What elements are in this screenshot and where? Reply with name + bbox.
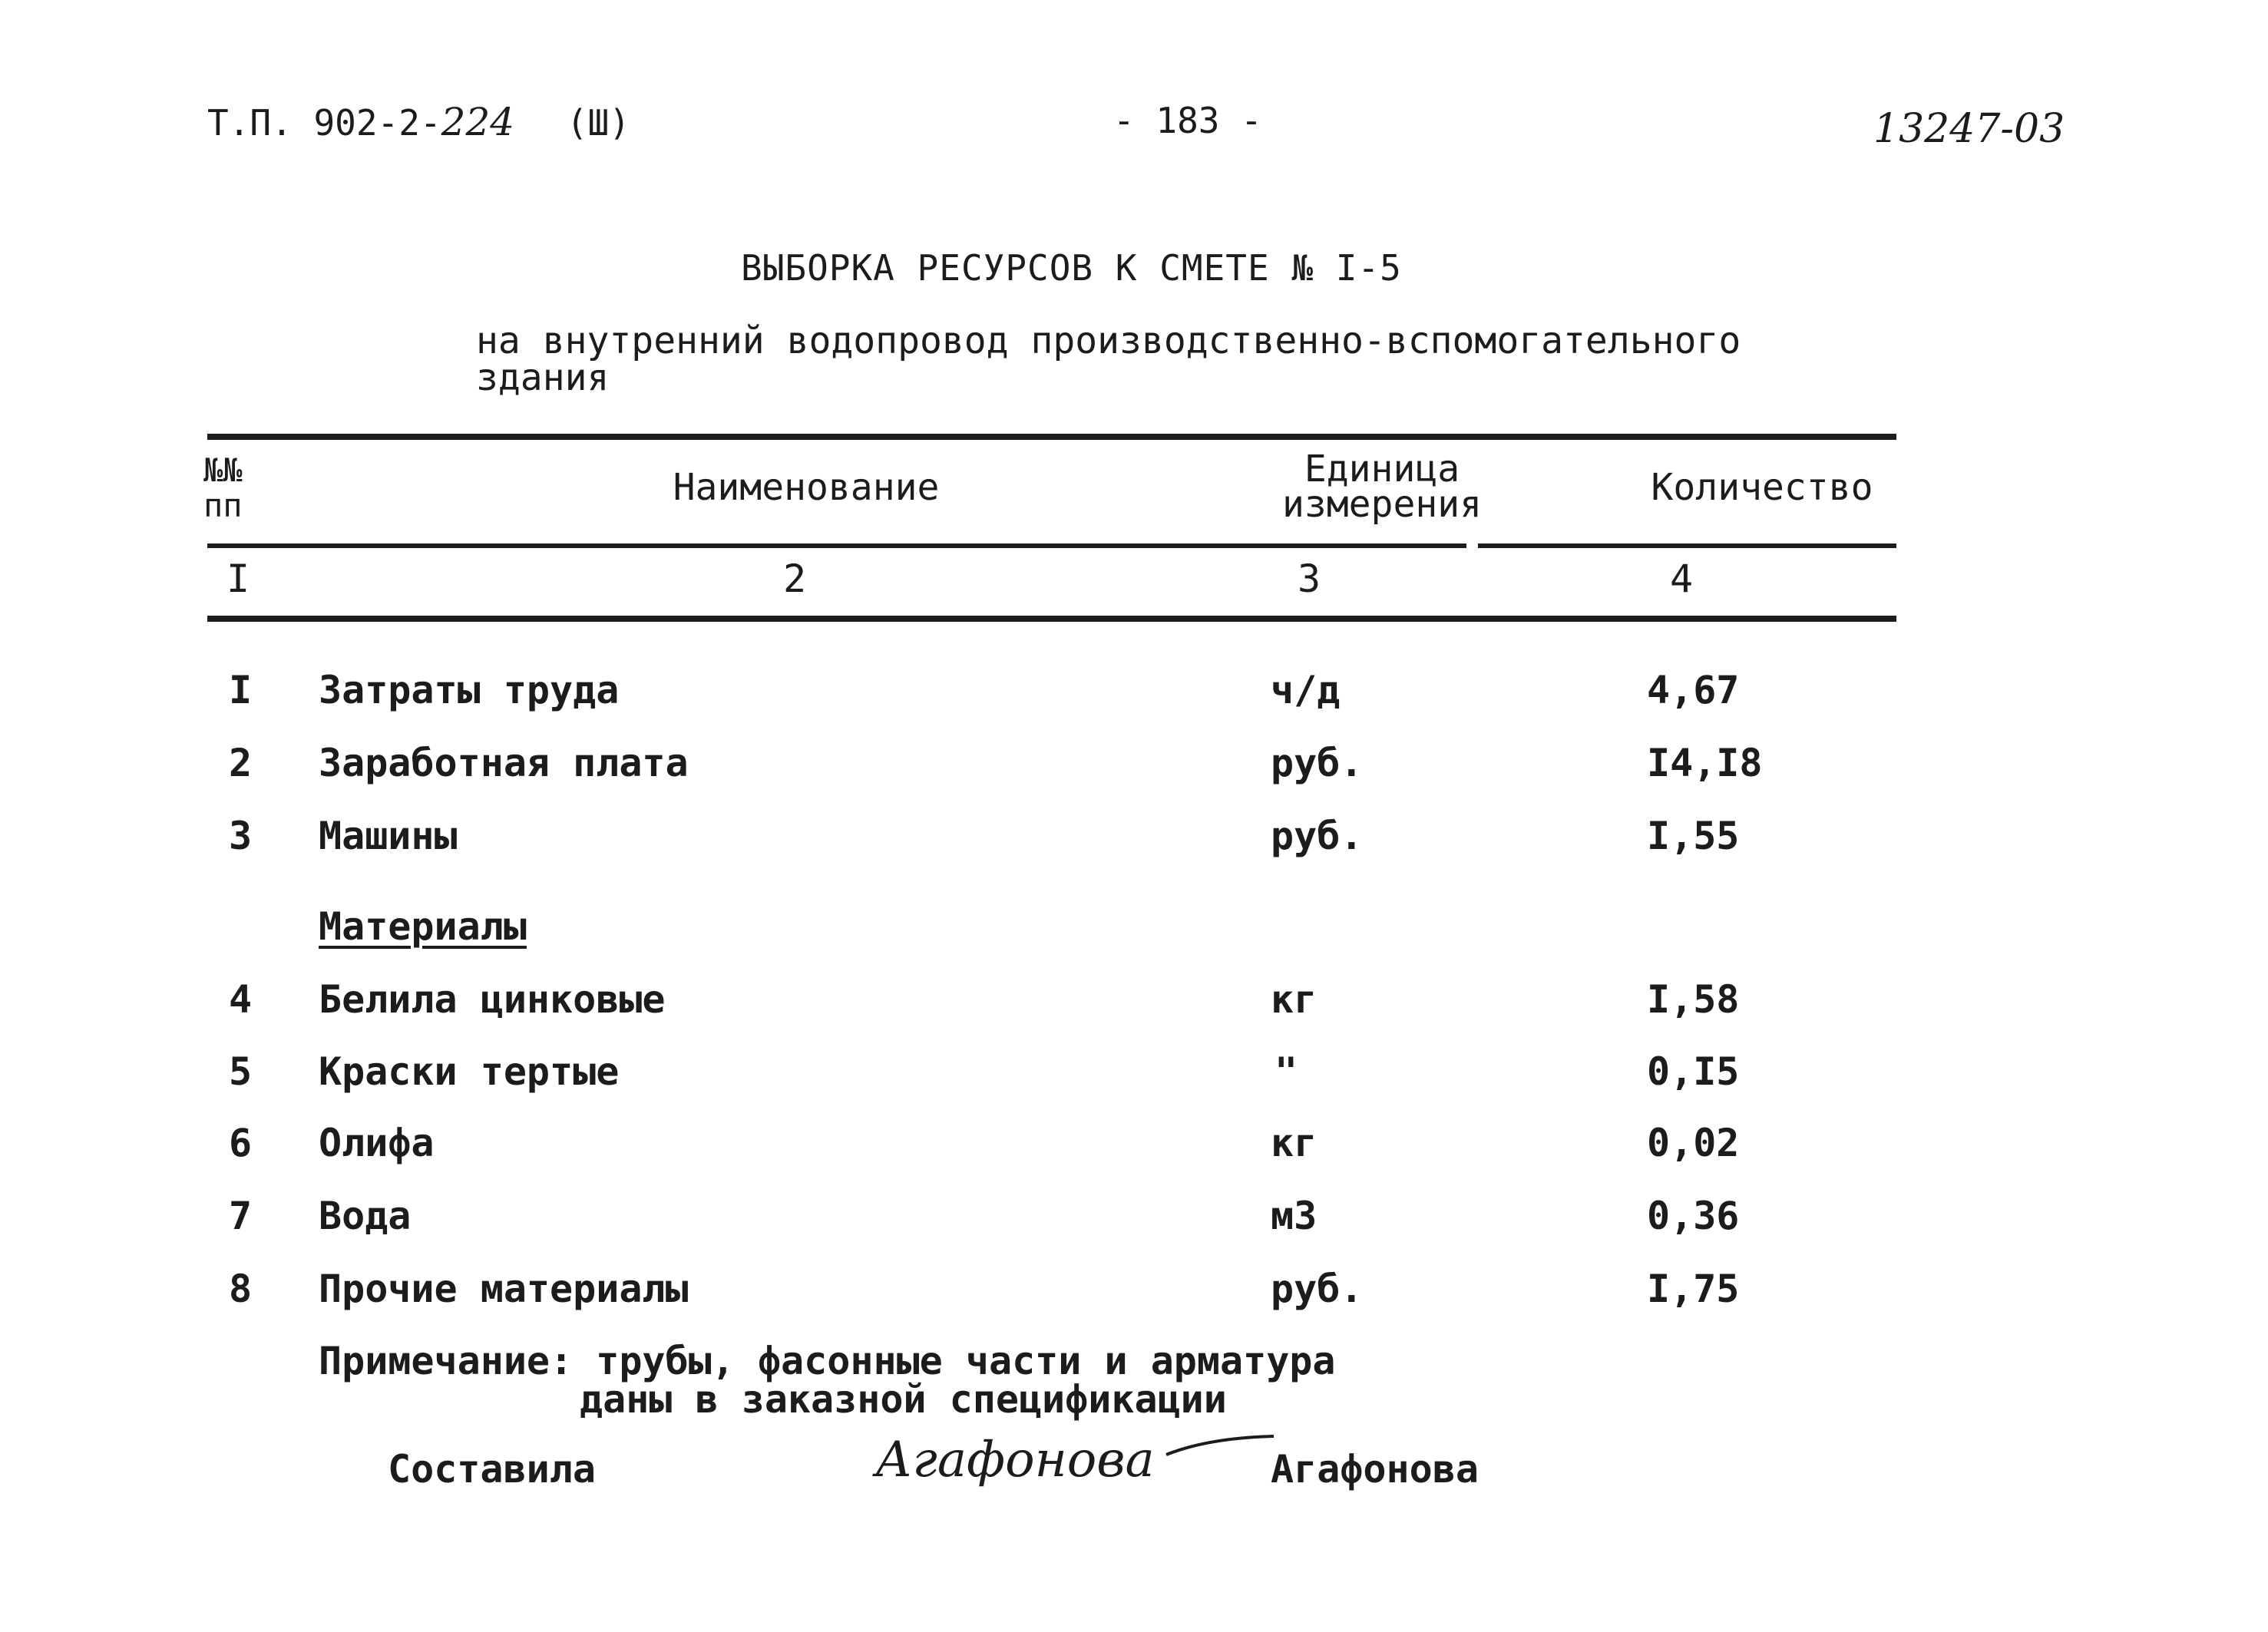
note-line-1: Примечание: трубы, фасонные части и арматура [319, 1339, 1336, 1383]
row-name: Вода [319, 1194, 412, 1238]
signature-text: Агафонова [875, 1432, 1155, 1488]
page-title: ВЫБОРКА РЕСУРСОВ К СМЕТЕ № I-5 [741, 247, 1402, 289]
row-name: Заработная плата [319, 741, 689, 785]
row-quantity: I,75 [1647, 1267, 1740, 1311]
row-number: 2 [229, 741, 253, 785]
compiler-name: Агафонова [1271, 1447, 1479, 1492]
row-quantity: 0,02 [1647, 1121, 1740, 1165]
row-quantity: I,58 [1647, 977, 1740, 1022]
row-name: Прочие материалы [319, 1267, 689, 1311]
document-code [207, 100, 630, 144]
row-unit: руб. [1271, 1267, 1364, 1311]
section-label-materials: Материалы [319, 904, 527, 949]
row-number: 6 [229, 1121, 253, 1165]
column-header-unit: Единица измерения [1281, 448, 1483, 526]
archive-number: 13247-03 [1873, 106, 2065, 152]
row-number: 7 [229, 1194, 253, 1238]
compiled-by-label: Составила [388, 1447, 596, 1492]
column-header-number: №№ пп [203, 451, 243, 524]
page-subtitle: на внутренний водопровод производственно-вспомогательного здания [476, 319, 1741, 399]
table-top-rule [207, 434, 1896, 440]
table-header-rule-left [207, 543, 1466, 548]
row-number: 8 [229, 1267, 253, 1311]
signature [875, 1432, 1278, 1488]
row-name: Олифа [319, 1121, 435, 1165]
row-name: Белила цинковые [319, 977, 666, 1022]
row-unit: м3 [1271, 1194, 1317, 1238]
column-header-quantity: Количество [1651, 466, 1873, 509]
row-number: I [229, 668, 253, 712]
row-unit: кг [1271, 977, 1317, 1022]
row-quantity: 0,I5 [1647, 1049, 1740, 1094]
row-quantity: 4,67 [1647, 668, 1740, 712]
row-unit: ч/д [1271, 668, 1341, 712]
document-code-handwritten: 224 [441, 100, 515, 144]
row-unit: руб. [1271, 741, 1364, 785]
page-number: - 183 - [1113, 100, 1262, 141]
column-number-4: 4 [1670, 557, 1694, 601]
row-unit: " [1275, 1049, 1298, 1094]
note-line-2: даны в заказной спецификации [580, 1377, 1227, 1422]
table-column-number-rule [207, 616, 1896, 622]
column-number-2: 2 [783, 557, 807, 601]
row-unit: руб. [1271, 814, 1364, 858]
row-name: Краски тертые [319, 1049, 620, 1094]
document-code-prefix: Т.П. 902-2- [207, 102, 441, 144]
document-code-suffix: (Ш) [566, 102, 630, 144]
column-number-3: 3 [1298, 557, 1321, 601]
row-number: 5 [229, 1049, 253, 1094]
row-name: Затраты труда [319, 668, 620, 712]
row-quantity: I,55 [1647, 814, 1740, 858]
signature-flourish-icon [1162, 1432, 1278, 1462]
row-number: 4 [229, 977, 253, 1022]
column-header-name: Наименование [673, 466, 940, 509]
row-quantity: 0,36 [1647, 1194, 1740, 1238]
row-number: 3 [229, 814, 253, 858]
row-quantity: I4,I8 [1647, 741, 1763, 785]
column-number-1: I [226, 557, 250, 601]
table-header-rule-right [1478, 543, 1896, 548]
row-unit: кг [1271, 1121, 1317, 1165]
row-name: Машины [319, 814, 458, 858]
